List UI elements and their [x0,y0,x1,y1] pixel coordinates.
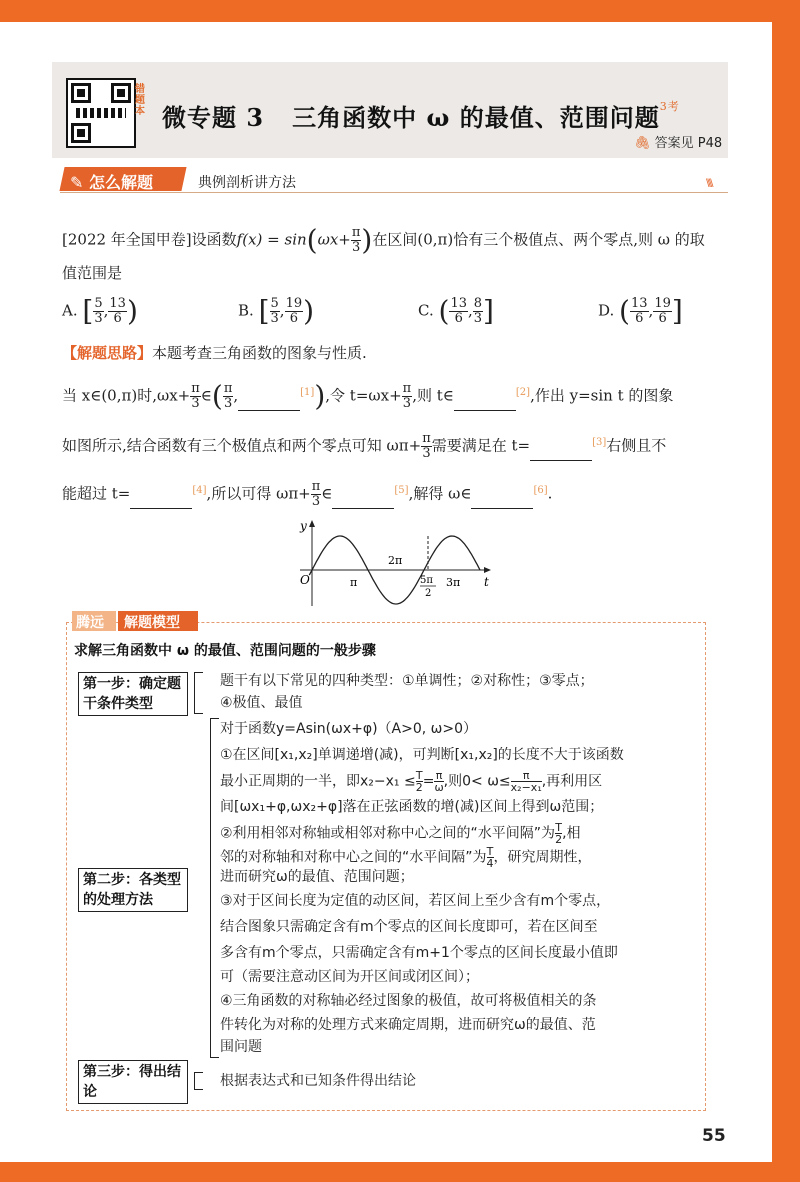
blank-1[interactable] [238,410,300,411]
step-3-bracket [194,1072,203,1090]
blank-6[interactable] [471,508,533,509]
section-bar-ornament: \\\\ [706,178,712,189]
step-2-line-0: 对于函数y=Asin(ωx+φ)（A>0, ω>0） [220,721,478,737]
brand-tag: 腾远 [72,611,116,631]
orange-page-border-right [772,0,800,1182]
step-2-line-9: 多含有m个零点，只需确定含有m+1个零点的区间长度最小值即 [220,945,618,961]
blank-5[interactable] [332,508,394,509]
step-1-bracket [194,672,203,714]
model-tag: 解题模型 [118,611,198,631]
answer-reference: 🖇 答案见 P48 [634,136,723,151]
problem-line-2: 值范围是 [62,264,123,282]
blank-4[interactable] [130,508,192,509]
orange-page-border-top [0,0,800,22]
model-heading: 求解三角函数中 ω 的最值、范围问题的一般步骤 [74,643,376,659]
step-2-line-7: ③对于区间长度为定值的动区间，若区间上至少含有m个零点， [220,893,611,909]
step-2-line-4: ②利用相邻对称轴或相邻对称中心之间的“水平间隔”为 $\frac{T}{2}$,相 [220,821,581,846]
option-a[interactable]: A. [ $\frac{5}{3}$ , $\frac{13}{6}$ ) [62,294,138,328]
step-2-line-3: 间[ωx₁+φ,ωx₂+φ]落在正弦函数的增(减)区间上得到ω范围； [220,799,604,815]
y-label: y [300,519,307,533]
solution-line-1: 当 x∈(0,π)时,ωx+ $\frac{\pi}{3}$ ∈( $\frac{\pi}{3}$ , [1]),令 t=ωx+ $\frac{\pi}{3}$ ,则 t∈ [2],作出 y=sin t 的图象 [62,379,674,413]
tick-2pi: 2π [388,554,403,567]
problem-line-1: [2022 年全国甲卷]设函数f(x) = sin(ωx+ $\frac{\pi}{3}$ )在区间(0,π)恰有三个极值点、两个零点,则 ω 的取 [62,223,705,257]
t-label: t [484,575,489,589]
t-axis-arrow [484,567,491,573]
blank-3[interactable] [530,460,592,461]
tick-5pi-denominator: 2 [425,588,432,599]
step-1-line-1: 题干有以下常见的四种类型：①单调性；②对称性；③零点； [220,673,594,689]
step-2-line-1: ①在区间[x₁,x₂]单调递增(减)，可判断[x₁,x₂]的长度不大于该函数 [220,747,624,763]
step-2-box: 第二步：各类型的处理方法 [78,868,188,912]
step-2-line-2: 最小正周期的一半，即x₂−x₁ ≤ $\frac{T}{2}=$ $\frac{\pi}{\omega}$,则0< ω≤ $\frac{\pi}{\text{x₂−x₁}}$,再利用区 [220,769,603,794]
step-2-bracket [210,718,219,1058]
tick-3pi: 3π [446,576,461,589]
blank-2[interactable] [454,410,516,411]
section-subtitle: 典例剖析讲方法 [198,175,296,191]
step-2-line-12: 件转化为对称的处理方式来确定周期，进而研究ω的最值、范 [220,1017,596,1033]
option-c[interactable]: C. ( $\frac{13}{6}$ , $\frac{8}{3}$ ] [418,294,494,328]
step-2-line-5: 邻的对称轴和对称中心之间的“水平间隔”为 $\frac{T}{4}$，研究周期性， [220,845,592,870]
page-title: 微专题 3 三角函数中 ω 的最值、范围问题$^{3考}$ [162,100,680,132]
step-3-box: 第三步：得出结论 [78,1060,188,1104]
option-b[interactable]: B. [ $\frac{5}{3}$ , $\frac{19}{6}$ ) [238,294,315,328]
tick-5pi: 5π [420,575,433,586]
sine-graph [288,518,498,610]
step-2-line-11: ④三角函数的对称轴必经过图象的极值，故可将极值相关的条 [220,993,597,1009]
step-2-line-6: 进而研究ω的最值、范围问题； [220,869,414,885]
step-3-line: 根据表达式和已知条件得出结论 [220,1073,416,1089]
origin-label: O [300,573,310,587]
tick-pi: π [350,576,358,589]
option-d[interactable]: D. ( $\frac{13}{6}$ , $\frac{19}{6}$ ] [598,294,683,328]
orange-page-border-bottom [0,1162,800,1182]
step-2-line-10: 可（需要注意动区间为开区间或闭区间）； [220,969,479,985]
step-1-line-2: ④极值、最值 [220,695,303,711]
page-corner [750,22,772,44]
step-2-line-13: 围问题 [220,1039,262,1055]
error-book-tag: 错题本 [135,84,145,117]
page-number: 55 [702,1126,726,1146]
paperclip-icon: 🖇 [634,136,651,151]
step-1-box: 第一步：确定题干条件类型 [78,672,188,716]
qr-code-icon[interactable] [66,78,136,148]
solution-intro: 【解题思路】本题考查三角函数的图象与性质. [62,344,367,362]
solution-line-3: 能超过 t= [4],所以可得 ωπ+ $\frac{\pi}{3}$ ∈ [5],解得 ω∈ [6]. [62,479,553,509]
solution-line-2: 如图所示,结合函数有三个极值点和两个零点可知 ωπ+ $\frac{\pi}{3}$ 需要满足在 t= [3]右侧且不 [62,431,667,461]
y-axis-arrow [309,520,315,527]
section-tag: ✎ 怎么解题 [70,173,153,192]
step-2-line-8: 结合图象只需确定含有m个零点的区间长度即可，若在区间至 [220,919,598,935]
